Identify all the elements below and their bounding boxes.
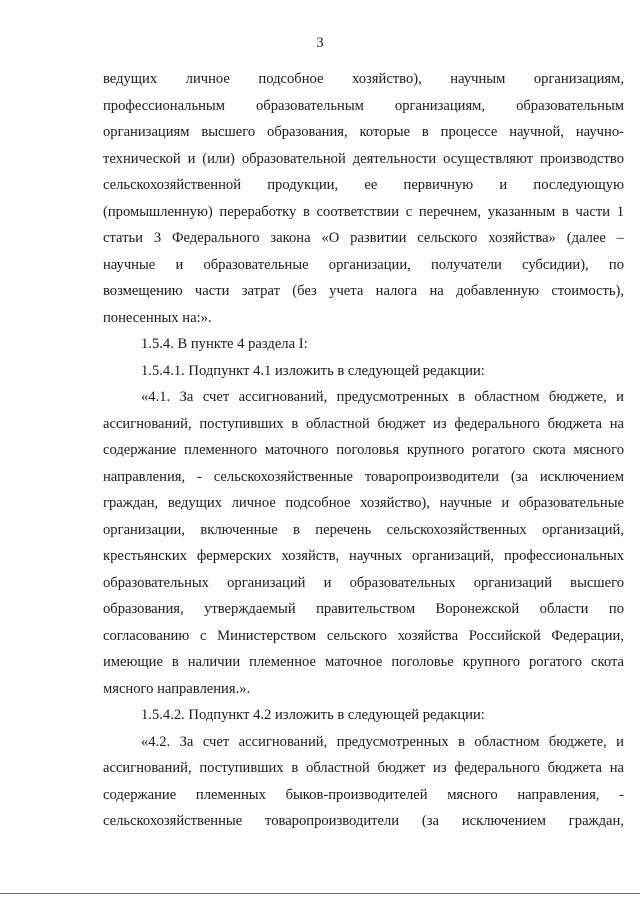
text-line: «4.2. За счет ассигнований, предусмотренных в областном бюджете, и (141, 733, 624, 750)
text-line: возмещению части затрат (без учета налога на добавленную стоимость), (103, 283, 624, 299)
text-line: профессиональным образовательным организациям, образовательным (103, 97, 624, 114)
text-line: ассигнований, поступивших в областной бюджет из федерального бюджета на (103, 415, 624, 432)
text-line: ассигнований, поступивших в областной бюджет из федерального бюджета на (103, 760, 624, 776)
text-line: понесенных на:». (103, 309, 212, 326)
text-line: образования, утверждаемый правительством Воронежской области по (103, 601, 624, 617)
text-line: 1.5.4. В пункте 4 раздела I: (141, 336, 308, 352)
text-line: (промышленную) переработку в соответствии с перечнем, указанным в части 1 (103, 203, 624, 220)
text-line: научные и образовательные организации, получатели субсидии), по (103, 256, 624, 273)
text-line: организации, включенные в перечень сельскохозяйственных организаций, (103, 521, 624, 538)
text-line: сельскохозяйственной продукции, ее первичную и последующую (103, 177, 624, 193)
page-bottom-edge (0, 893, 640, 894)
text-line: содержание племенных быков-производителей мясного направления, - (103, 786, 624, 803)
document-body (103, 66, 624, 835)
text-line: имеющие в наличии племенное маточное поголовье крупного рогатого скота (103, 654, 624, 670)
text-line: содержание племенного маточного поголовья крупного рогатого скота мясного (103, 442, 624, 458)
text-line: направления, - сельскохозяйственные товаропроизводители (за исключением (103, 468, 624, 485)
text-line: 1.5.4.1. Подпункт 4.1 изложить в следующей редакции: (141, 362, 485, 379)
text-line: сельскохозяйственные товаропроизводители (за исключением граждан, (103, 813, 624, 829)
text-line: крестьянских фермерских хозяйств, научных организаций, профессиональных (103, 548, 624, 564)
text-line: мясного направления.». (103, 680, 251, 697)
text-line: 1.5.4.2. Подпункт 4.2 изложить в следующей редакции: (141, 707, 485, 723)
text-line: ведущих личное подсобное хозяйство), научным организациям, (103, 71, 624, 87)
page-number: 3 (316, 35, 324, 51)
text-line: статьи 3 Федерального закона «О развитии сельского хозяйства» (далее – (103, 230, 624, 246)
text-line: образовательных организаций и образовательных организаций высшего (103, 574, 624, 591)
text-line: граждан, ведущих личное подсобное хозяйство), научные и образовательные (103, 495, 624, 511)
text-line: согласованию с Министерством сельского хозяйства Российской Федерации, (103, 627, 624, 644)
text-line: «4.1. За счет ассигнований, предусмотренных в областном бюджете, и (141, 389, 624, 405)
text-line: технической и (или) образовательной деятельности осуществляют производство (103, 150, 624, 167)
text-line: организациям высшего образования, которые в процессе научной, научно- (103, 124, 624, 140)
